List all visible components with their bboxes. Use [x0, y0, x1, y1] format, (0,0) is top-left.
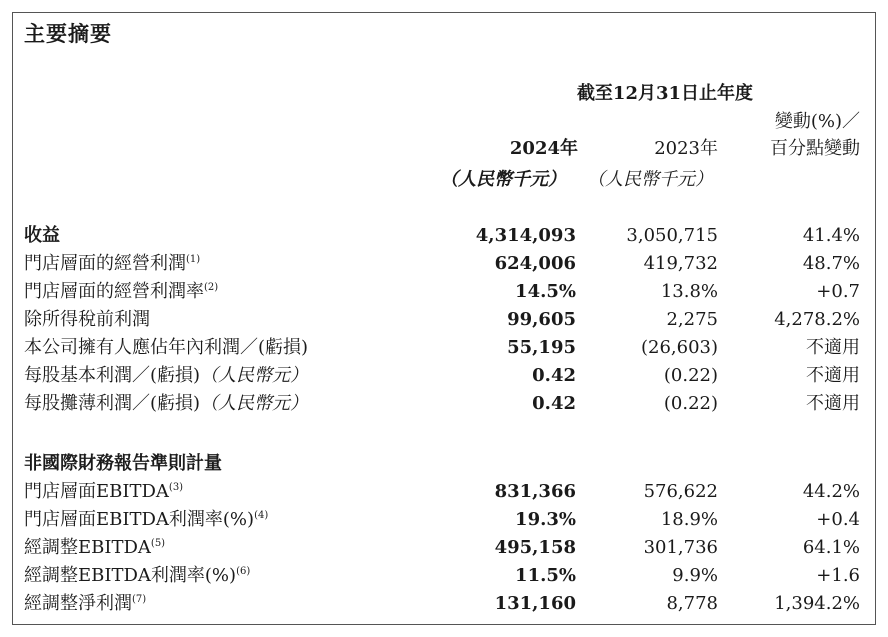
table-row	[24, 362, 864, 390]
value-2024: 0.42	[532, 393, 576, 414]
table-row	[24, 278, 864, 306]
row-unit: （人民幣元）	[200, 365, 309, 386]
value-2023: 18.9%	[660, 509, 718, 530]
row-label: 每股基本利潤／(虧損)	[24, 365, 201, 386]
row-label-group	[24, 506, 268, 534]
row-label-group	[24, 534, 165, 562]
column-header-2023: 2023年	[654, 138, 718, 159]
row-label-group	[24, 562, 250, 590]
row-label: 本公司擁有人應佔年內利潤／(虧損)	[24, 337, 309, 358]
row-label-group	[24, 278, 218, 306]
value-change: 41.4%	[802, 225, 860, 246]
row-label-group	[24, 478, 183, 506]
value-2024: 55,195	[507, 337, 576, 358]
table-row	[24, 534, 864, 562]
value-change: 不適用	[806, 365, 860, 386]
row-label-group	[24, 362, 308, 390]
row-label: 門店層面的經營利潤率	[24, 281, 204, 302]
value-2024: 831,366	[494, 481, 576, 502]
footnote-ref: (7)	[132, 594, 147, 605]
row-label: 收益	[24, 225, 60, 246]
value-change: 48.7%	[802, 253, 860, 274]
value-2023: (26,603)	[640, 337, 718, 358]
footnote-ref: (6)	[236, 566, 251, 577]
row-label: 門店層面EBITDA利潤率(%)	[24, 509, 255, 530]
value-2024: 14.5%	[515, 281, 576, 302]
footnote-ref: (5)	[150, 538, 166, 549]
value-2023: 419,732	[643, 253, 718, 274]
row-label: 門店層面EBITDA	[24, 481, 169, 502]
table-row	[24, 250, 864, 278]
row-label: 除所得稅前利潤	[24, 309, 150, 330]
value-2023: 576,622	[643, 481, 718, 502]
section-title: 非國際財務報告準則計量	[24, 453, 222, 474]
value-2023: (0.22)	[663, 365, 718, 386]
value-change: 不適用	[806, 337, 860, 358]
unit-2024: （人民幣千元）	[440, 169, 566, 190]
row-label: 經調整EBITDA利潤率(%)	[24, 565, 237, 586]
row-label: 經調整EBITDA	[24, 537, 151, 558]
footnote-ref: (1)	[186, 254, 201, 265]
value-2024: 495,158	[494, 537, 576, 558]
value-change: 44.2%	[802, 481, 860, 502]
row-unit: （人民幣元）	[200, 393, 309, 414]
table-row	[24, 506, 864, 534]
value-2024: 131,160	[494, 593, 576, 614]
value-change: +0.4	[816, 509, 860, 530]
unit-2023: （人民幣千元）	[587, 169, 713, 190]
value-2023: 2,275	[666, 309, 718, 330]
row-label: 經調整淨利潤	[24, 593, 132, 614]
row-label: 門店層面的經營利潤	[24, 253, 186, 274]
value-change: 1,394.2%	[774, 593, 860, 614]
page-title: 主要摘要	[24, 22, 112, 46]
value-change: 4,278.2%	[774, 309, 860, 330]
value-change: 不適用	[806, 393, 860, 414]
footnote-ref: (3)	[168, 482, 184, 493]
value-change: 64.1%	[802, 537, 860, 558]
period-header: 截至12月31日止年度	[576, 83, 754, 104]
value-2024: 19.3%	[515, 509, 576, 530]
table-row	[24, 306, 864, 334]
value-change: +0.7	[816, 281, 860, 302]
row-label-group	[24, 590, 146, 618]
change-header-line2: 百分點變動	[770, 138, 860, 159]
table-row	[24, 562, 864, 590]
footnote-ref: (2)	[204, 282, 219, 293]
column-header-2024: 2024年	[509, 138, 578, 159]
value-2024: 11.5%	[515, 565, 576, 586]
value-2023: 301,736	[643, 537, 718, 558]
value-2023: 13.8%	[660, 281, 718, 302]
row-label-group	[24, 390, 308, 418]
row-label-group	[24, 250, 200, 278]
value-change: +1.6	[816, 565, 860, 586]
value-2024: 0.42	[532, 365, 576, 386]
value-2024: 99,605	[507, 309, 576, 330]
table-row	[24, 222, 864, 250]
value-2024: 4,314,093	[475, 225, 576, 246]
value-2023: 3,050,715	[626, 225, 718, 246]
footnote-ref: (4)	[254, 510, 269, 521]
table-row	[24, 390, 864, 418]
column-header-change	[730, 108, 860, 162]
table-row	[24, 590, 864, 618]
table-row	[24, 334, 864, 362]
value-2024: 624,006	[494, 253, 576, 274]
value-2023: 8,778	[666, 593, 718, 614]
row-label: 每股攤薄利潤／(虧損)	[24, 393, 201, 414]
value-2023: 9.9%	[672, 565, 718, 586]
value-2023: (0.22)	[663, 393, 718, 414]
change-header-line1: 變動(%)／	[774, 111, 860, 132]
table-row	[24, 478, 864, 506]
